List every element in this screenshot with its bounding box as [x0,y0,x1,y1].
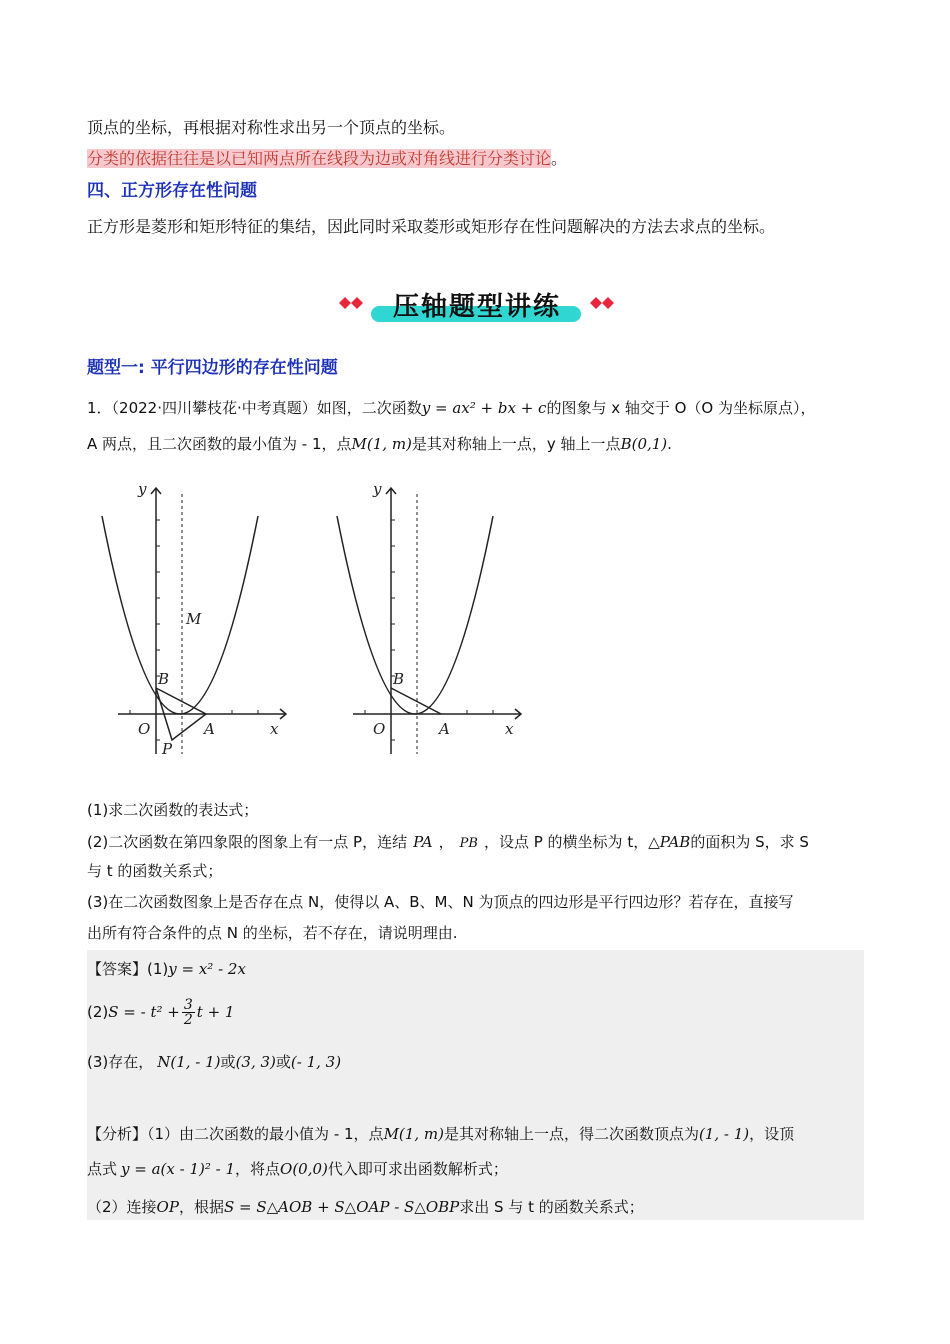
label-o: O [138,720,151,738]
question-text: (2)二次函数在第四象限的图象上有一点 P，连结 [87,833,408,851]
banner-title: 压轴题型讲练 [392,292,561,322]
intro-line-1 [87,116,863,140]
fraction-denominator: 2 [183,1012,193,1028]
question-text: ，设点 P 的横坐标为 t， [483,833,649,851]
analysis-text: 代入即可求出函数解析式； [327,1160,508,1178]
label-y: y [373,480,382,498]
analysis-text: ，根据 [178,1198,224,1216]
segment-op: OP [156,1198,179,1216]
analysis-line-1 [87,1122,863,1146]
answer-3 [87,1050,863,1074]
area-formula: S = S△AOB + S△OAP - S△OBP [223,1198,460,1216]
type-1-heading: 题型一: 平行四边形的存在性问题 [87,358,338,378]
section-4-heading: 四、正方形存在性问题 [87,181,257,201]
problem-text: 是其对称轴上一点，y 轴上一点 [411,435,621,453]
question-2-line-2: 与 t 的函数关系式； [87,862,223,880]
answer-2-left: S = - t² + [108,1003,180,1021]
answer-prefix: (2) [87,1003,109,1021]
label-p: P [162,740,173,758]
label-x: x [270,720,279,738]
answer-prefix: (3)存在， [87,1053,154,1071]
analysis-line-2 [87,1157,863,1181]
figure-right [335,478,535,763]
section-4-body: 正方形是菱形和矩形特征的集结，因此同时采取菱形或矩形存在性问题解决的方法去求点的坐标。 [87,217,776,236]
label-o: O [373,720,386,738]
answer-1-expression: y = x² - 2x [168,960,246,978]
answer-2-right: t + 1 [196,1003,235,1021]
answer-2 [87,998,863,1027]
answer-tag: 【答案】 [87,960,148,978]
vertex: (1, - 1) [698,1125,750,1143]
analysis-text: 点式 [87,1160,118,1178]
point-n-3: (- 1, 3) [290,1053,342,1071]
problem-line-1 [87,396,863,420]
analysis-text: ，将点 [235,1160,281,1178]
point-n-1: N(1, - 1) [157,1053,221,1071]
or-text: 或 [220,1053,236,1071]
problem-text: . [667,435,672,453]
question-text: 的面积为 S，求 S [690,833,809,851]
section-banner [335,282,620,328]
answer-1 [87,957,863,981]
quadratic-function: y = ax² + bx + c [421,399,547,417]
fraction-numerator: 3 [183,997,193,1013]
intro-text: 顶点的坐标，再根据对称性求出另一个顶点的坐标。 [87,118,456,137]
point-n-2: (3, 3) [235,1053,276,1071]
question-2-line-1: (2)二次函数在第四象限的图象上有一点 P，连结 PA ， PB ，设点 P 的横坐标为 t，△PAB的面积为 S，求 S [87,833,809,851]
answer-prefix: (1) [147,960,169,978]
label-m: M [186,610,202,628]
label-y: y [138,480,147,498]
segment-pb: PB [459,836,478,851]
analysis-text: 求出 S 与 t 的函数关系式； [459,1198,644,1216]
fraction-three-halves [182,998,195,1027]
label-a: A [439,720,450,738]
analysis-text: （1）由二次函数的最小值为 - 1，点 [147,1125,384,1143]
analysis-text: 是其对称轴上一点，得二次函数顶点为 [443,1125,699,1143]
point-o: O(0,0) [280,1160,328,1178]
highlighted-note: 分类的依据往往是以已知两点所在线段为边或对角线进行分类讨论 [87,149,552,168]
problem-source: （2022·四川攀枝花·中考真题）如图，二次函数 [111,399,422,417]
triangle-pab: △PAB [648,833,691,851]
question-3-line-2: 出所有符合条件的点 N 的坐标，若不存在，请说明理由. [87,924,458,942]
or-text: 或 [275,1053,291,1071]
question-3-line-1: (3)在二次函数图象上是否存在点 N，使得以 A、B、M、N 为顶点的四边形是平行四边形？若存在，直接写 [87,893,794,911]
point-b: B(0,1) [620,435,668,453]
point-m: M(1, m) [383,1125,444,1143]
intro-line-2 [87,147,863,171]
vertex-form: y = a(x - 1)² - 1 [121,1160,236,1178]
figure-left [100,478,300,763]
label-b: B [158,670,170,688]
analysis-line-3 [87,1195,863,1219]
problem-line-2 [87,432,863,456]
label-b: B [393,670,405,688]
point-m: M(1, m) [351,435,412,453]
problem-text: 的图象与 x 轴交于 O（O 为坐标原点）， [546,399,816,417]
label-a: A [204,720,215,738]
analysis-text: （2）连接 [87,1198,157,1216]
intro-line-end: 。 [551,149,568,168]
analysis-tag: 【分析】 [87,1125,148,1143]
segment-pa: PA [413,833,433,851]
problem-text: A 两点，且二次函数的最小值为 - 1，点 [87,435,352,453]
question-1: (1)求二次函数的表达式； [87,801,259,819]
analysis-text: ，设顶 [749,1125,795,1143]
label-x: x [505,720,514,738]
problem-number: 1． [87,399,112,417]
